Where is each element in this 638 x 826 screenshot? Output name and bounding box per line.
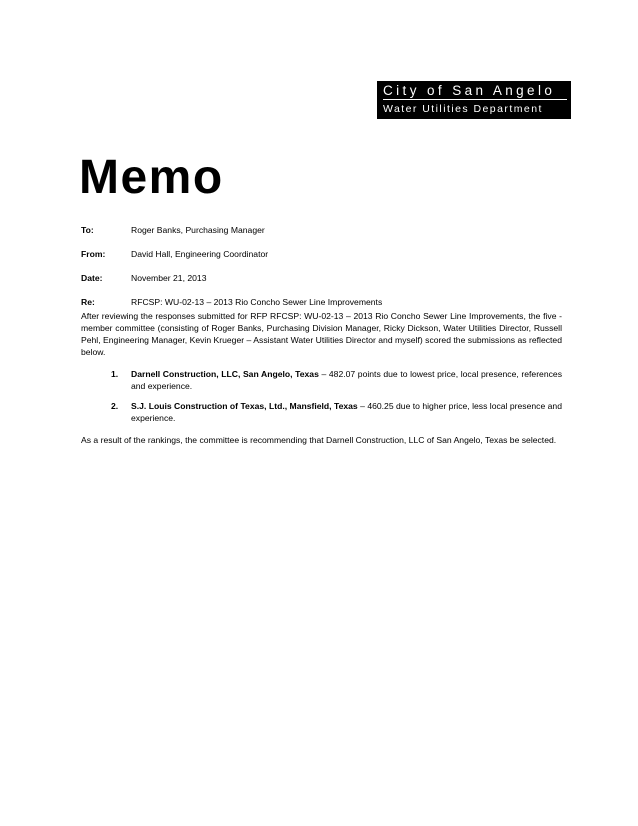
date-label: Date: <box>81 273 103 283</box>
from-value: David Hall, Engineering Coordinator <box>131 249 269 259</box>
memo-title: Memo <box>79 151 224 204</box>
to-label: To: <box>81 225 94 235</box>
ranking-list <box>81 368 562 432</box>
organization-name: City of San Angelo <box>383 83 567 100</box>
ranking-firm: Darnell Construction, LLC, San Angelo, Texas <box>131 369 319 379</box>
to-value: Roger Banks, Purchasing Manager <box>131 225 265 235</box>
ranking-firm: S.J. Louis Construction of Texas, Ltd., Mansfield, Texas <box>131 401 358 411</box>
from-label: From: <box>81 249 106 259</box>
date-value: November 21, 2013 <box>131 273 207 283</box>
ranking-item <box>81 368 562 392</box>
ranking-detail: – 482.07 points due to lowest price, local presence, references and experience. <box>131 369 562 391</box>
subject-label: Re: <box>81 297 95 307</box>
closing-paragraph: As a result of the rankings, the committee is recommending that Darnell Construction, LLC of San Angelo, Texas be selected. <box>81 435 557 445</box>
ranking-detail: – 460.25 due to higher price, less local presence and experience. <box>131 401 562 423</box>
ranking-number: 1. <box>111 369 119 379</box>
ranking-number: 2. <box>111 401 119 411</box>
department-name: Water Utilities Department <box>383 103 543 115</box>
letterhead-block <box>377 81 571 119</box>
intro-paragraph: After reviewing the responses submitted for RFP RFCSP: WU-02-13 – 2013 Rio Concho Sewer Line Improvements, the five -member committee (consisting of Roger Banks, Purchasing Division Manager, Ricky Dickson, Water Utilities Director, Russell Pehl, Engineering Manager, Kevin Krueger – Assistant Water Utilities Director and myself) scored the submissions as reflected below. <box>81 311 562 357</box>
subject-value: RFCSP: WU-02-13 – 2013 Rio Concho Sewer Line Improvements <box>131 297 383 307</box>
ranking-item <box>81 400 562 424</box>
